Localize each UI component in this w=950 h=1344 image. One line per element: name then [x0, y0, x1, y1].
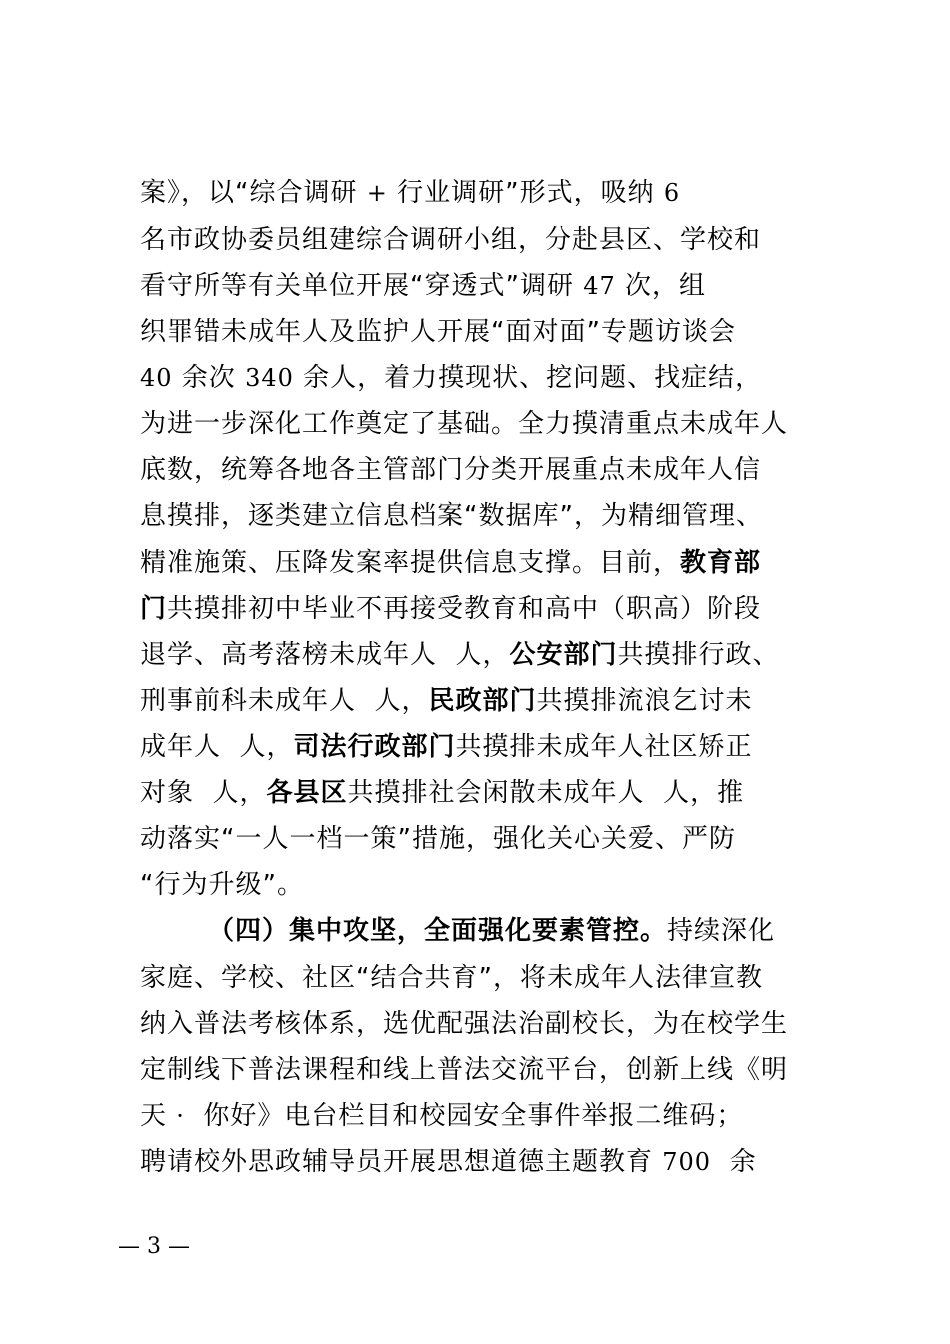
text-line-8: 息摸排，逐类建立信息档案“数据库”，为精细管理、	[140, 501, 763, 531]
text-line-11: 退学、高考落榜未成年人 人，公安部门共摸排行政、	[140, 640, 780, 670]
text-line-4: 织罪错未成年人及监护人开展“面对面”专题访谈会	[140, 317, 736, 347]
bold-dept-civil-affairs: 民政部门	[428, 686, 537, 716]
text-line-2: 名市政协委员组建综合调研小组，分赴县区、学校和	[140, 225, 762, 255]
text-line-14: 对象 人，各县区共摸排社会闲散未成年人 人，推	[140, 778, 745, 808]
text-line-5: 40 余次 340 余人，着力摸现状、挖问题、找症结，	[140, 363, 763, 393]
text-line-21: 天 · 你好》电台栏目和校园安全事件举报二维码；	[140, 1101, 744, 1131]
text-line-13: 成年人 人，司法行政部门共摸排未成年人社区矫正	[140, 732, 753, 762]
section-heading-4: （四）集中攻坚，全面强化要素管控。持续深化	[208, 916, 776, 946]
text-line-9: 精准施策、压降发案率提供信息支撑。目前，教育部	[140, 548, 762, 578]
bold-dept-police: 公安部门	[509, 640, 618, 670]
text-line-16: “行为升级”。	[140, 870, 304, 900]
text-line-22: 聘请校外思政辅导员开展思想道德主题教育 700 余	[140, 1147, 757, 1177]
section-heading-bold: （四）集中攻坚，全面强化要素管控。	[208, 916, 668, 946]
page-number: — 3 —	[118, 1234, 190, 1259]
text-line-15: 动落实“一人一档一策”措施，强化关心关爱、严防	[140, 824, 736, 854]
text-line-1: 案》，以“综合调研 + 行业调研”形式，吸纳 6	[140, 178, 681, 208]
bold-dept-justice: 司法行政部门	[293, 732, 456, 762]
text-line-7: 底数，统筹各地各主管部门分类开展重点未成年人信	[140, 455, 762, 485]
bold-dept-education-cont: 门	[140, 594, 168, 624]
text-line-12: 刑事前科未成年人 人，民政部门共摸排流浪乞讨未	[140, 686, 753, 716]
bold-dept-education: 教育部	[680, 548, 762, 578]
text-line-3: 看守所等有关单位开展“穿透式”调研 47 次，组	[140, 271, 707, 301]
text-line-18: 家庭、学校、社区“结合共育”，将未成年人法律宣教	[140, 963, 763, 993]
bold-counties: 各县区	[266, 778, 348, 808]
text-line-19: 纳入普法考核体系，选优配强法治副校长，为在校学生	[140, 1009, 789, 1039]
text-line-6: 为进一步深化工作奠定了基础。全力摸清重点未成年人	[140, 409, 789, 439]
text-line-20: 定制线下普法课程和线上普法交流平台，创新上线《明	[140, 1055, 789, 1085]
text-line-10: 门共摸排初中毕业不再接受教育和高中（职高）阶段	[140, 594, 762, 624]
